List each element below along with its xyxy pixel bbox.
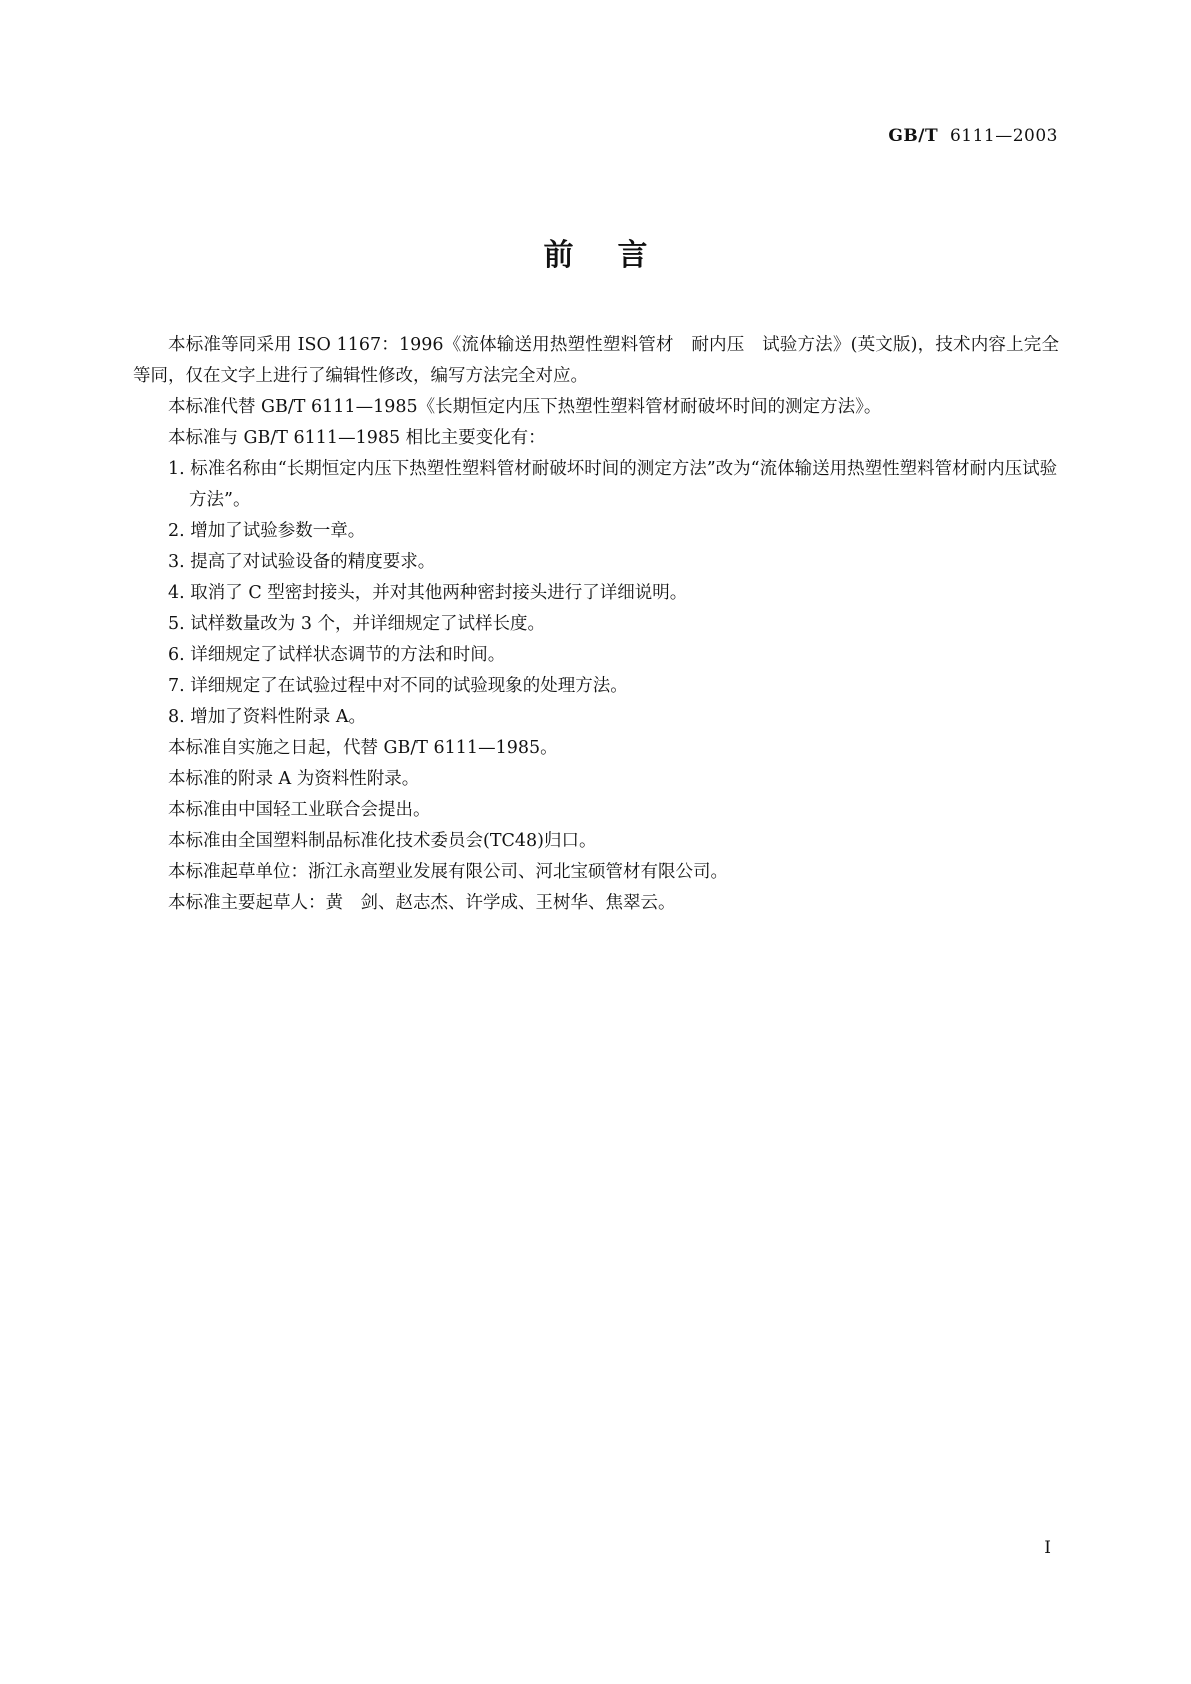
standard-code	[888, 126, 1058, 146]
page-title: 前言	[543, 238, 692, 273]
standard-prefix: GB/T	[888, 126, 939, 146]
list-item: 3. 提高了对试验设备的精度要求。	[168, 552, 436, 572]
paragraph-committee: 本标准由全国塑料制品标准化技术委员会(TC48)归口。	[168, 831, 597, 851]
list-item: 5. 试样数量改为 3 个，并详细规定了试样长度。	[168, 614, 546, 634]
paragraph-drafting-units: 本标准起草单位：浙江永高塑业发展有限公司、河北宝硕管材有限公司。	[168, 862, 728, 882]
paragraph-replaces: 本标准代替 GB/T 6111—1985《长期恒定内压下热塑性塑料管材耐破坏时间的测定方法》。	[168, 397, 882, 417]
paragraph-drafters: 本标准主要起草人：黄 剑、赵志杰、许学成、王树华、焦翠云。	[168, 893, 676, 913]
list-item: 6. 详细规定了试样状态调节的方法和时间。	[168, 645, 506, 665]
list-item: 1. 标准名称由“长期恒定内压下热塑性塑料管材耐破坏时间的测定方法”改为“流体输送用热塑性塑料管材耐内压试验方法”。	[168, 459, 1058, 510]
paragraph-proposer: 本标准由中国轻工业联合会提出。	[168, 800, 431, 820]
list-item: 8. 增加了资料性附录 A。	[168, 707, 366, 727]
paragraph-changes-intro: 本标准与 GB/T 6111—1985 相比主要变化有：	[168, 428, 546, 448]
list-item: 4. 取消了 C 型密封接头，并对其他两种密封接头进行了详细说明。	[168, 583, 688, 603]
standard-number: 6111—2003	[949, 126, 1058, 146]
paragraph-adoption: 本标准等同采用 ISO 1167：1996《流体输送用热塑性塑料管材 耐内压 试验方法》(英文版)，技术内容上完全等同，仅在文字上进行了编辑性修改，编写方法完全对应。	[133, 335, 1059, 386]
document-body	[133, 330, 1059, 919]
list-item: 2. 增加了试验参数一章。	[168, 521, 366, 541]
list-item: 7. 详细规定了在试验过程中对不同的试验现象的处理方法。	[168, 676, 628, 696]
paragraph-effective: 本标准自实施之日起，代替 GB/T 6111—1985。	[168, 738, 558, 758]
page-number: I	[1044, 1538, 1051, 1558]
paragraph-appendix: 本标准的附录 A 为资料性附录。	[168, 769, 420, 789]
